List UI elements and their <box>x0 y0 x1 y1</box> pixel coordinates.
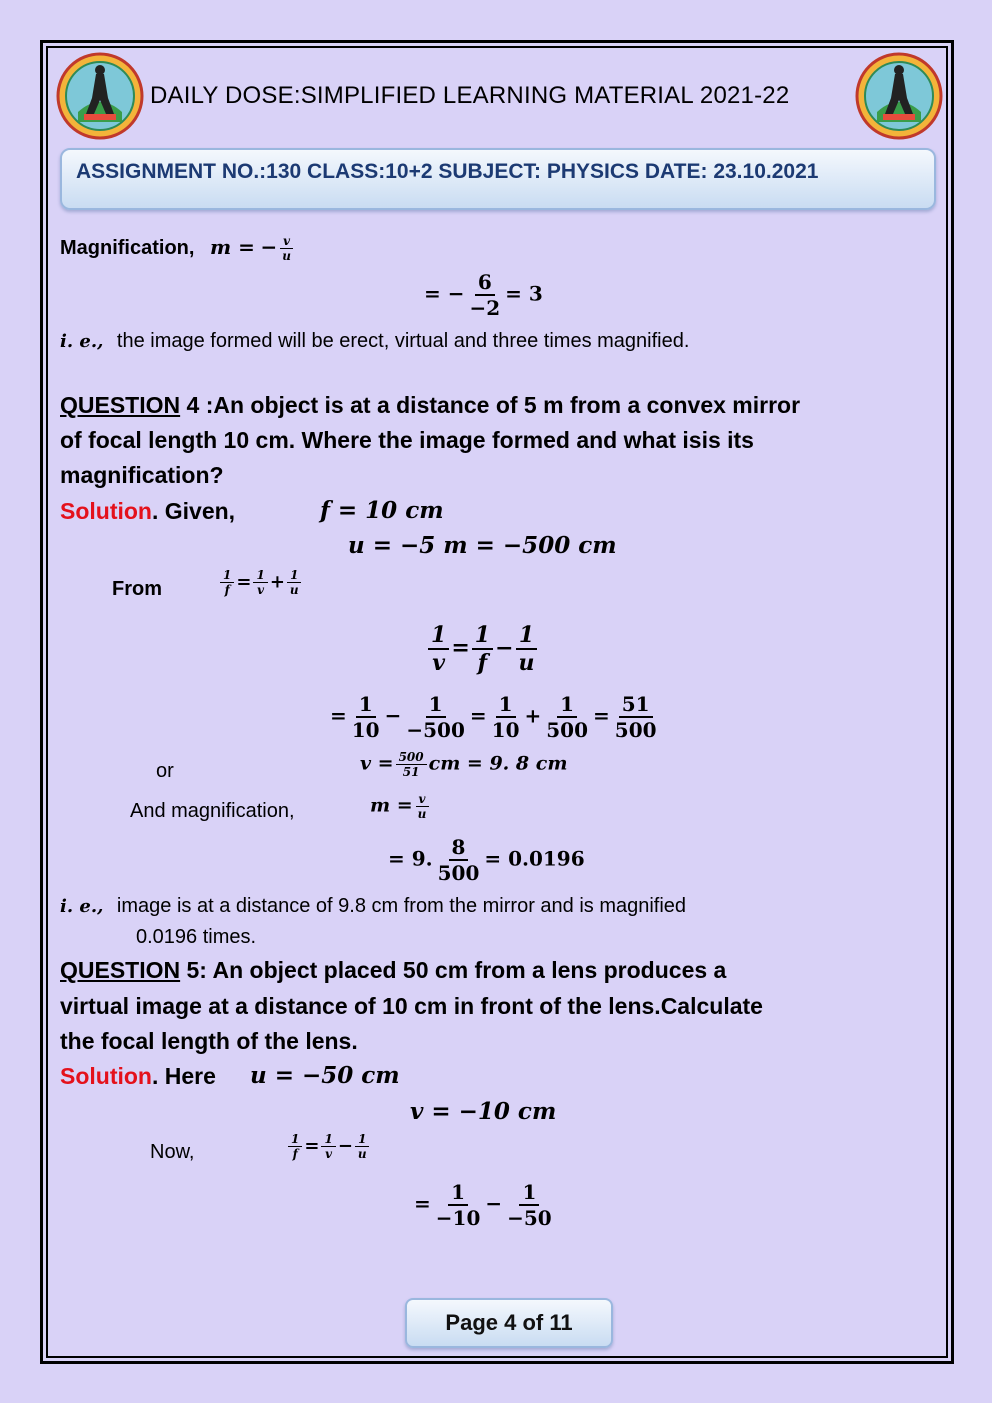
q4-mirror-formula: $\frac{1}{f}$ = $\frac{1}{v}$ + $\frac{1}{u}$ <box>218 568 304 597</box>
magnification-line <box>60 234 296 263</box>
question-5-line2: virtual image at a distance of 10 cm in front of the lens.Calculate <box>60 993 763 1019</box>
school-emblem-icon <box>855 52 943 140</box>
prev-conclusion: i. e., the image formed will be erect, virtual and three times magnified. <box>60 330 690 352</box>
question-5-line3: the focal length of the lens. <box>60 1028 358 1054</box>
solution-label: Solution <box>60 1063 152 1089</box>
question-5-line1: QUESTION 5: An object placed 50 cm from a lens produces a <box>60 957 727 983</box>
question-4-line1: QUESTION 4 :An object is at a distance of 5 m from a convex mirror <box>60 392 801 418</box>
q4-conclusion-line2: 0.0196 times. <box>136 926 257 948</box>
q5-v-value: v = −10 cm <box>410 1098 557 1125</box>
q4-magnification-formula: m = $\frac{v}{u}$ <box>370 792 431 821</box>
magnification-label: Magnification, <box>60 236 195 259</box>
v-over-u: $\frac{v}{u}$ <box>279 234 294 263</box>
question-4-line3: magnification? <box>60 462 224 488</box>
q4-and-magnification-label: And magnification, <box>130 800 295 822</box>
assignment-banner <box>60 148 936 210</box>
q4-magnification-result: = 9. $\frac{8}{500}$ = 0.0196 <box>388 835 585 885</box>
q5-now-label: Now, <box>150 1141 195 1163</box>
assignment-banner-text: ASSIGNMENT NO.:130 CLASS:10+2 SUBJECT: PHYSICS DATE: 23.10.2021 <box>76 160 819 183</box>
q4-v-result: v = $\frac{500}{51}$ cm = 9. 8 cm <box>360 750 568 779</box>
question-4-label: QUESTION <box>60 392 181 418</box>
question-4-line2: of focal length 10 cm. Where the image formed and what isis its <box>60 427 754 453</box>
q5-substitution: = $\frac{1}{-10}$ − $\frac{1}{-50}$ <box>414 1180 552 1230</box>
page-number-button[interactable]: Page 4 of 11 <box>405 1298 613 1348</box>
mag-sign: − <box>260 234 278 259</box>
q4-or-label: or <box>156 760 174 782</box>
q5-u-value: u = −50 cm <box>250 1062 400 1089</box>
q4-f-value: f = 10 cm <box>320 497 444 524</box>
solution-label: Solution <box>60 498 152 524</box>
q4-u-value: u = −5 m = −500 cm <box>348 532 617 559</box>
question-5-label: QUESTION <box>60 957 181 983</box>
solution-4-given: Solution. Given, <box>60 498 236 524</box>
mag-lhs: m = <box>210 234 255 259</box>
q4-conclusion-line1: i. e., image is at a distance of 9.8 cm from the mirror and is magnified <box>60 895 687 917</box>
solution-5-here: Solution. Here <box>60 1063 216 1089</box>
document-title: DAILY DOSE:SIMPLIFIED LEARNING MATERIAL 2021-22 <box>150 82 790 109</box>
six-over-neg2: $\frac{6}{-2}$ <box>469 270 501 320</box>
magnification-calculation: = − $\frac{6}{-2}$ = 3 <box>424 270 543 320</box>
q4-rearranged-formula: $\frac{1}{v}$ = $\frac{1}{f}$ − $\frac{1}{u}$ <box>426 622 540 676</box>
q5-lens-formula: $\frac{1}{f}$ = $\frac{1}{v}$ − $\frac{1}{u}$ <box>286 1132 372 1161</box>
school-emblem-icon <box>56 52 144 140</box>
q4-from-label: From <box>112 578 162 600</box>
q4-substitution: = $\frac{1}{10}$ − $\frac{1}{-500}$ = $\frac{1}{10}$ + $\frac{1}{500}$ = $\frac{51}{500}$ <box>330 692 657 742</box>
